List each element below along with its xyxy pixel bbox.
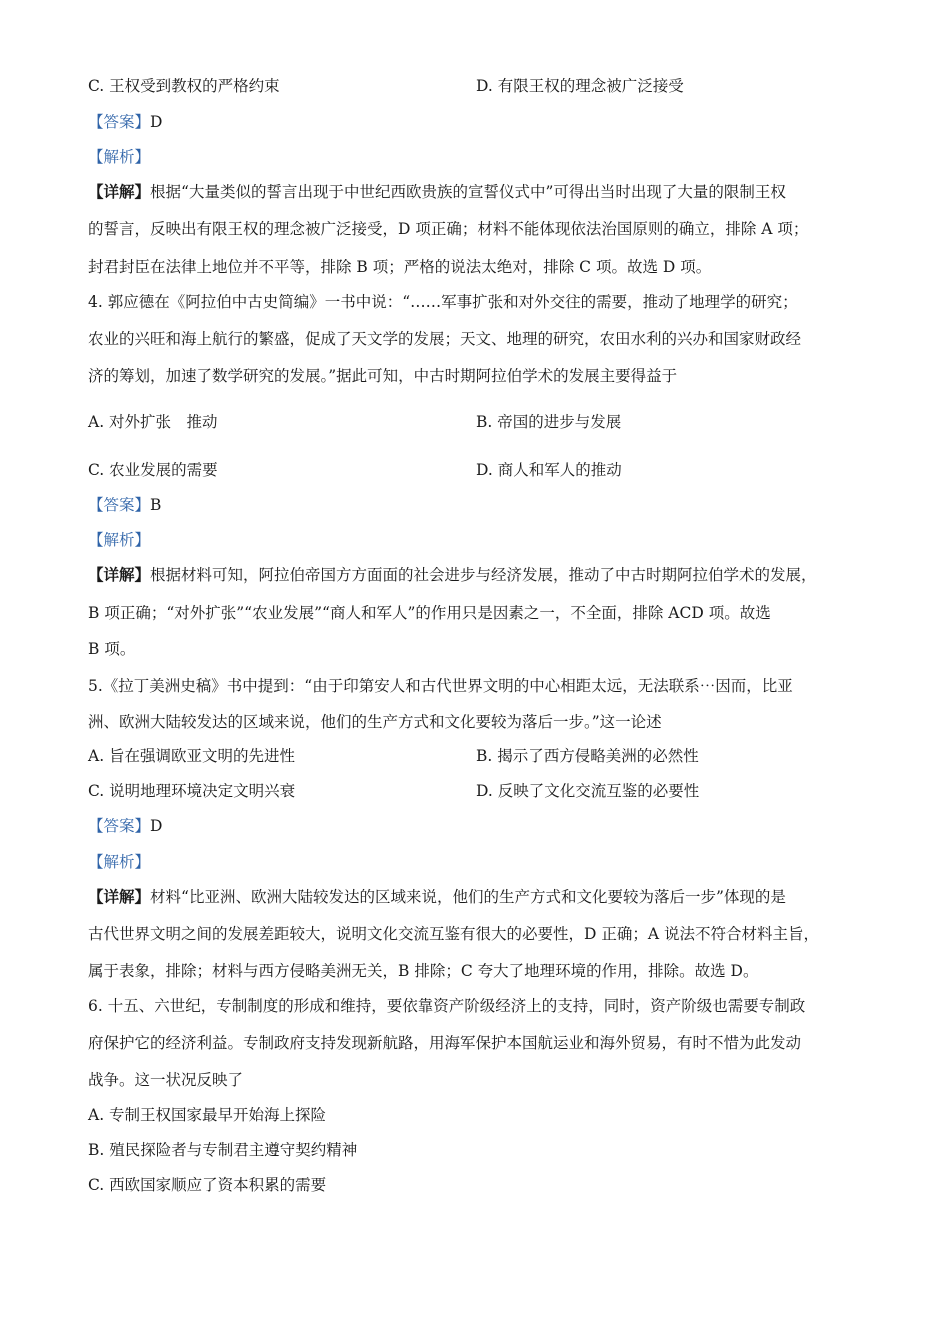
q6-option-c: C. 西欧国家顺应了资本积累的需要 — [88, 1176, 327, 1194]
detail-text: 材料“比亚洲、欧洲大陆较发达的区域来说，他们的生产方式和文化要较为落后一步”体现的是 — [150, 888, 786, 906]
q4-analysis — [88, 530, 150, 550]
q3-answer — [88, 112, 162, 132]
q5-analysis — [88, 852, 150, 872]
q5-answer — [88, 816, 162, 836]
q3-detail-line-2: 的誓言，反映出有限王权的理念被广泛接受，D 项正确；材料不能体现依法治国原则的确立，排除 A 项； — [88, 220, 809, 238]
q3-detail-line-3: 封君封臣在法律上地位并不平等，排除 B 项；严格的说法太绝对，排除 C 项。故选 D 项。 — [88, 258, 712, 276]
answer-value: D — [150, 817, 163, 835]
detail-text: 根据材料可知，阿拉伯帝国方方面面的社会进步与经济发展，推动了中古时期阿拉伯学术的发展， — [150, 566, 817, 584]
q5-detail-line-2: 古代世界文明之间的发展差距较大，说明文化交流互鉴有很大的必要性，D 正确；A 说法不符合材料主旨， — [88, 925, 819, 943]
q4-option-c: C. 农业发展的需要 — [88, 461, 218, 479]
q6-stem-line-2: 府保护它的经济利益。专制政府支持发现新航路，用海军保护本国航运业和海外贸易，有时不惜为此发动 — [88, 1034, 802, 1052]
analysis-label: 【解析】 — [88, 148, 151, 166]
q4-detail-line-2: B 项正确；“对外扩张”“农业发展”“商人和军人”的作用只是因素之一，不全面，排除 ACD 项。故选 — [88, 604, 771, 622]
q4-answer — [88, 495, 161, 515]
answer-label: 【答案】 — [88, 496, 151, 514]
analysis-label: 【解析】 — [88, 531, 151, 549]
q4-detail-line-1 — [88, 565, 817, 585]
analysis-label: 【解析】 — [88, 853, 151, 871]
answer-value: D — [150, 113, 163, 131]
q6-stem-line-1: 6. 十五、六世纪，专制制度的形成和维持，要依靠资产阶级经济上的支持，同时，资产阶级也需要专制政 — [88, 997, 806, 1015]
q5-stem-line-1: 5.《拉丁美洲史稿》书中提到：“由于印第安人和古代世界文明的中心相距太远，无法联系⋯因而，比亚 — [88, 677, 793, 695]
q4-option-d: D. 商人和军人的推动 — [476, 461, 622, 479]
q3-analysis — [88, 147, 150, 167]
detail-label: 【详解】 — [88, 182, 151, 201]
q4-option-a: A. 对外扩张 推动 — [88, 413, 218, 431]
answer-value: B — [150, 496, 162, 514]
q5-option-b: B. 揭示了西方侵略美洲的必然性 — [476, 747, 699, 765]
detail-label: 【详解】 — [88, 887, 151, 906]
q3-detail-line-1 — [88, 182, 786, 202]
q5-detail-line-1 — [88, 887, 786, 907]
q4-option-b: B. 帝国的进步与发展 — [476, 413, 622, 431]
detail-label: 【详解】 — [88, 565, 151, 584]
q5-stem-line-2: 洲、欧洲大陆较发达的区域来说，他们的生产方式和文化要较为落后一步。”这一论述 — [88, 713, 662, 731]
q3-option-d: D. 有限王权的理念被广泛接受 — [476, 77, 684, 95]
q4-stem-line-3: 济的筹划，加速了数学研究的发展。”据此可知，中古时期阿拉伯学术的发展主要得益于 — [88, 367, 678, 385]
q5-option-a: A. 旨在强调欧亚文明的先进性 — [88, 747, 296, 765]
q4-stem-line-1: 4. 郭应德在《阿拉伯中古史简编》一书中说：“……军事扩张和对外交往的需要，推动了地理学的研究； — [88, 293, 798, 311]
answer-label: 【答案】 — [88, 817, 151, 835]
q6-stem-line-3: 战争。这一状况反映了 — [88, 1071, 244, 1089]
answer-label: 【答案】 — [88, 113, 151, 131]
q6-option-a: A. 专制王权国家最早开始海上探险 — [88, 1106, 327, 1124]
q5-option-c: C. 说明地理环境决定文明兴衰 — [88, 782, 296, 800]
q5-detail-line-3: 属于表象，排除；材料与西方侵略美洲无关，B 排除；C 夸大了地理环境的作用，排除。故选 D。 — [88, 962, 759, 980]
q5-option-d: D. 反映了文化交流互鉴的必要性 — [476, 782, 700, 800]
detail-text: 根据“大量类似的誓言出现于中世纪西欧贵族的宣誓仪式中”可得出当时出现了大量的限制王权 — [150, 183, 786, 201]
q3-option-c: C. 王权受到教权的严格约束 — [88, 77, 280, 95]
q4-detail-line-3: B 项。 — [88, 640, 136, 658]
q6-option-b: B. 殖民探险者与专制君主遵守契约精神 — [88, 1141, 358, 1159]
q4-stem-line-2: 农业的兴旺和海上航行的繁盛，促成了天文学的发展；天文、地理的研究，农田水利的兴办和国家财政经 — [88, 330, 802, 348]
